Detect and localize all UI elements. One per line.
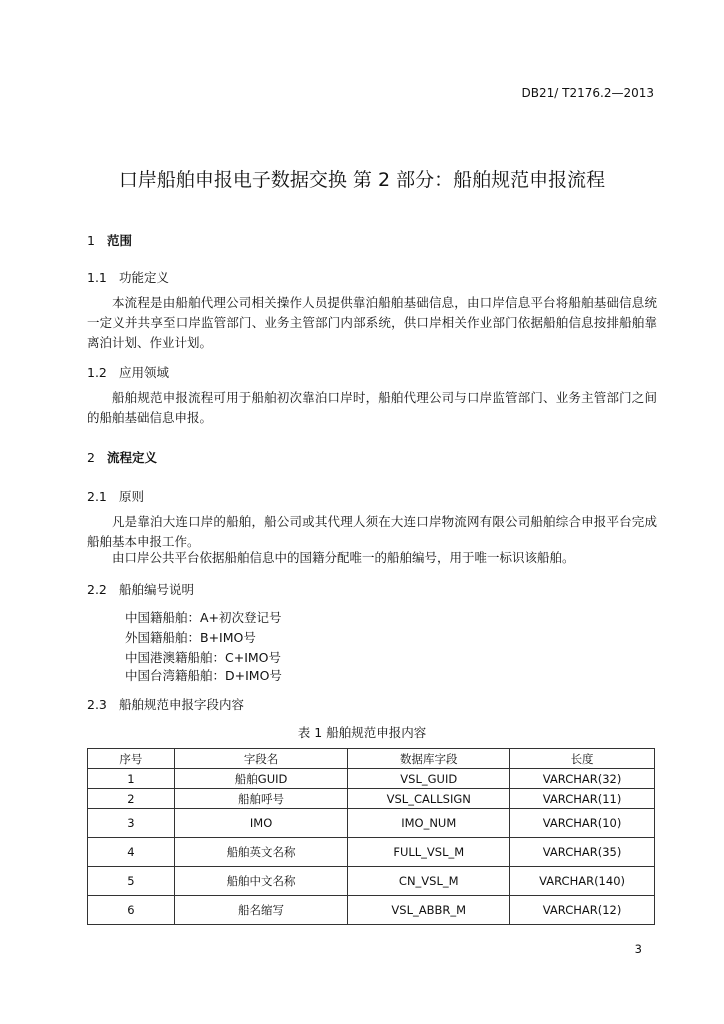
column-header: 字段名 (174, 749, 348, 769)
section-title: 船舶编号说明 (119, 582, 195, 597)
table-cell: 船舶中文名称 (174, 867, 348, 896)
table-row (88, 867, 655, 896)
section-2-heading (87, 448, 157, 466)
table-row (88, 809, 655, 838)
table-row (88, 838, 655, 867)
document-title: 口岸船舶申报电子数据交换 第 2 部分：船舶规范申报流程 (118, 169, 606, 191)
section-number: 2.2 (87, 582, 107, 597)
section-number: 2 (87, 450, 95, 465)
column-header: 长度 (510, 749, 655, 769)
section-1-heading (87, 231, 132, 249)
vessel-number-item: 中国台湾籍船舶：D+IMO号 (125, 668, 282, 683)
table-cell: 船舶GUID (174, 769, 348, 789)
table-cell: 6 (88, 896, 175, 925)
section-1-2-paragraph: 船舶规范申报流程可用于船舶初次靠泊口岸时，船舶代理公司与口岸监管部门、业务主管部门之间的船舶基础信息申报。 (87, 390, 657, 425)
vessel-number-item: 中国港澳籍船舶：C+IMO号 (125, 650, 282, 665)
section-1-2-heading (87, 363, 169, 381)
table-header-row (88, 749, 655, 769)
section-title: 流程定义 (107, 450, 158, 465)
section-number: 1.1 (87, 270, 107, 285)
table-cell: VARCHAR(12) (510, 896, 655, 925)
section-title: 原则 (119, 489, 145, 504)
table-cell: VARCHAR(10) (510, 809, 655, 838)
section-1-1-heading (87, 268, 169, 286)
table-cell: VSL_GUID (348, 769, 510, 789)
table-cell: VSL_CALLSIGN (348, 789, 510, 809)
column-header: 数据库字段 (348, 749, 510, 769)
table-cell: 1 (88, 769, 175, 789)
section-title: 船舶规范申报字段内容 (119, 697, 245, 712)
table-caption: 表 1 船舶规范申报内容 (297, 725, 427, 740)
section-2-3-heading (87, 695, 244, 713)
table-row (88, 769, 655, 789)
vessel-number-item: 外国籍船舶：B+IMO号 (125, 630, 256, 645)
table-cell: 3 (88, 809, 175, 838)
vessel-number-item: 中国籍船舶：A+初次登记号 (125, 610, 282, 625)
column-header: 序号 (88, 749, 175, 769)
section-title: 应用领域 (119, 365, 170, 380)
table-cell: IMO (174, 809, 348, 838)
section-number: 1.2 (87, 365, 107, 380)
table-cell: 船名缩写 (174, 896, 348, 925)
table-cell: 2 (88, 789, 175, 809)
table-cell: 船舶呼号 (174, 789, 348, 809)
table-cell: VARCHAR(11) (510, 789, 655, 809)
document-code: DB21/ T2176.2—2013 (521, 86, 654, 100)
section-number: 1 (87, 233, 95, 248)
section-number: 2.1 (87, 489, 107, 504)
section-title: 功能定义 (119, 270, 170, 285)
section-2-1-heading (87, 487, 144, 505)
table-cell: VARCHAR(140) (510, 867, 655, 896)
table-cell: VARCHAR(32) (510, 769, 655, 789)
section-2-1-paragraph-2: 由口岸公共平台依据船舶信息中的国籍分配唯一的船舶编号，用于唯一标识该船舶。 (112, 550, 575, 565)
page-number: 3 (634, 942, 642, 956)
section-2-1-paragraph-1: 凡是靠泊大连口岸的船舶，船公司或其代理人须在大连口岸物流网有限公司船舶综合申报平台完成船舶基本申报工作。 (87, 514, 657, 549)
table-cell: VARCHAR(35) (510, 838, 655, 867)
section-number: 2.3 (87, 697, 107, 712)
table-cell: 5 (88, 867, 175, 896)
table-row (88, 896, 655, 925)
section-2-2-heading (87, 580, 194, 598)
table-row (88, 789, 655, 809)
table-cell: IMO_NUM (348, 809, 510, 838)
table-cell: 船舶英文名称 (174, 838, 348, 867)
table-cell: CN_VSL_M (348, 867, 510, 896)
table-cell: FULL_VSL_M (348, 838, 510, 867)
table-cell: 4 (88, 838, 175, 867)
section-1-1-paragraph: 本流程是由船舶代理公司相关操作人员提供靠泊船舶基础信息，由口岸信息平台将船舶基础信息统一定义并共享至口岸监管部门、业务主管部门内部系统，供口岸相关作业部门依据船舶信息按排船舶靠离泊计划、作业计划。 (87, 295, 657, 350)
section-title: 范围 (107, 233, 133, 248)
vessel-spec-table (87, 748, 655, 925)
table-cell: VSL_ABBR_M (348, 896, 510, 925)
